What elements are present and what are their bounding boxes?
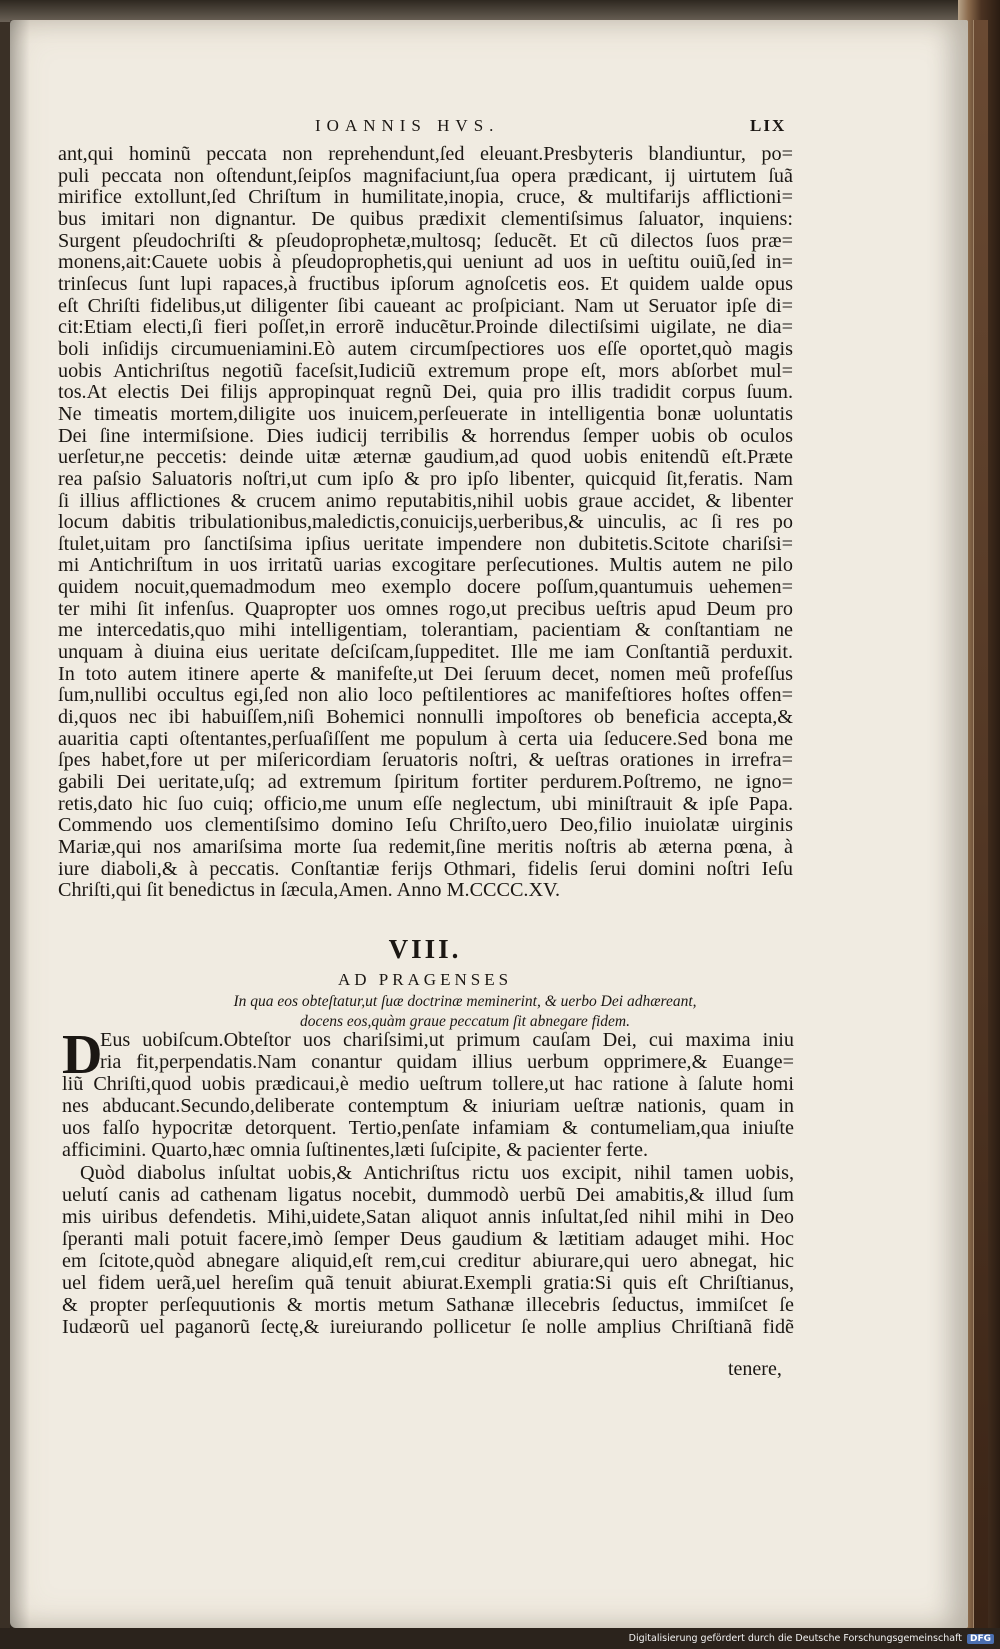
letter-summary-line1: In qua eos obteſtatur,ut ſuæ doctrinæ meminerint, & uerbo Dei adhæreant,: [233, 993, 697, 1010]
text-line: ſpes habet,fore ut per miſericordiam ſeruatoris noſtri, & ueſtras orationes in irrefra=: [58, 750, 793, 772]
drop-capital: D: [62, 1024, 103, 1086]
text-line: ria fit,perpendatis.Nam conantur quidam illius uerbum opprimere,& Euange=: [100, 1051, 794, 1074]
text-line: quidem nocuit,quemadmodum meo exemplo docere poſſum,quantumuis uehemen=: [58, 577, 793, 599]
text-line: uobis Antichriſtus negotiũ faceſsit,Iudiciũ extremum prope eſt, mors abſorbet mul=: [58, 360, 793, 382]
letter-number: VIII.: [388, 934, 462, 964]
text-line: mi Antichriſtum in uos irritatũ uarias excogitare perſecutiones. Multis autem ne pilo: [58, 555, 793, 577]
letter-summary: [145, 992, 785, 1032]
text-line: retis,dato hic ſuo cuiq; officio,me unum eſſe neglectum, ubi miniſtrauit & ipſe Papa.: [58, 793, 793, 815]
catchword: tenere,: [728, 1358, 782, 1380]
text-line: gabili Dei ueritate,uſq; ad extremum ſpiritum fortiter perdurem.Poſtremo, ne igno=: [58, 772, 793, 794]
text-line: puli peccata non oſtendunt,ſeipſos magnifaciunt,ſua opera prædicant, ij uirtutem ſuã: [58, 165, 793, 187]
text-line: ſum,nullibi occultus egi,ſed non alio loco peſtilentiores ac manifeſtiores hoſtes offen=: [58, 685, 793, 707]
text-line: Dei ſine intermiſsione. Dies iudicij terribilis & horrendus ſemper uobis ob oculos: [58, 425, 793, 447]
text-line: eſt Chriſti fidelibus,ut diligenter ſibi caueant ac proſpiciant. Nam ut Seruator ipſe di=: [58, 295, 793, 317]
letter-viii-body: [62, 1024, 794, 1339]
text-line: auaritia capti oſtentantes,perſuaſiſſent me populum à certa uia ſeducere.Sed bona me: [58, 728, 793, 750]
text-line: afficimini. Quarto,hæc omnia ſuſtinentes,læti ſuſcipite, & pacienter ferte.: [62, 1139, 649, 1162]
text-line: ſperanti mali potuit facere,imò ſemper Deus gaudium & lætitiam adauget mihi. Hoc: [62, 1227, 794, 1250]
text-line: ant,qui hominũ peccata non reprehendunt,ſed eleuant.Presbyteris blandiuntur, po=: [58, 144, 793, 165]
text-line: mirifice extollunt,ſed Chriſtum in humilitate,inopia, cruce, & multifarijs afflictioni=: [58, 187, 793, 209]
folio-number: LIX: [750, 116, 787, 135]
text-line: trinſecus ſunt lupi rapaces,à fructibus ipſorum agnoſcetis eos. Et quidem ualde opus: [58, 273, 793, 295]
text-line: bus imitari non dignantur. De quibus prædixit clementiſsimus ſaluator, inquiens:: [58, 208, 793, 230]
running-head-title: IOANNIS HVS.: [315, 116, 500, 135]
text-line: ſi illius afflictiones & crucem animo reputabitis,nihil uobis graue accidet, & libenter: [58, 490, 793, 512]
text-line: uos falſo hypocritæ detorquent. Tertio,penſate infamiam & contumeliam,qua iniuſte: [62, 1117, 794, 1140]
text-line: In toto autem itinere aperte & manifeſte,ut Dei ſeruum decet, nomen meũ profeſſus: [58, 663, 793, 685]
credit-text: Digitalisierung gefördert durch die Deutsche Forschungsgemeinschaft: [628, 1633, 962, 1644]
text-line: uel fidem uerã,uel hereſim quã tenuit abiurat.Exempli gratia:Si quis eſt Chriſtianus,: [62, 1272, 794, 1295]
gutter-shadow: [10, 20, 30, 1628]
text-line: ter mihi ſit infenſus. Quapropter uos omnes rogo,ut precibus ueſtris apud Deum pro: [58, 598, 793, 620]
running-head: [10, 116, 968, 146]
text-line: uelutí canis ad cathenam ligatus nocebit, dummodò uerbũ Dei amabitis,& illud ſum: [62, 1183, 794, 1206]
scan-background-top: [0, 0, 1000, 22]
text-line: me intercedatis,quo mihi intelligentiam, tolerantiam, pacientiam & conſtantiam ne: [58, 620, 793, 642]
text-line: di,quos nec ibi habuiſſem,niſi Bohemici nonnulli impoſtores ob beneficia accepta,&: [58, 707, 793, 729]
text-line: Eus uobiſcum.Obteſtor uos chariſsimi,ut primum cauſam Dei, cui maxima iniu: [100, 1029, 794, 1051]
text-line: tos.At electis Dei filijs appropinquat regnũ Dei, quia pro illis tradidit corpus ſuum.: [58, 382, 793, 404]
text-line: em ſcitote,quòd abnegare aliquid,eſt rem,cui creditur abiurare,qui uero abnegat, hic: [62, 1249, 794, 1272]
text-line: Quòd diabolus inſultat uobis,& Antichriſtus rictu uos excipit, nihil tamen uobis,: [80, 1161, 794, 1184]
text-line: rea paſsio Saluatoris noſtri,ut cum ipſo & pro ipſo libenter, quicquid ſit,feratis. Nam: [58, 468, 793, 490]
text-line: uerſetur,ne peccetis: deinde uitæ æternæ gaudium,ad quod uobis enitendũ eſt.Præte: [58, 447, 793, 469]
text-line: Commendo uos clementiſsimo domino Ieſu Chriſto,uero Deo,filio inuiolatæ uirginis: [58, 815, 793, 837]
text-line: cit:Etiam electi,ſi fieri poſſet,in errorẽ inducẽtur.Proinde dilectiſsimi uigilate, ne dia=: [58, 317, 793, 339]
text-line: locum dabitis tribulationibus,maledictis,conuicijs,uerberibus,& uinculis, ac ſi res po: [58, 512, 793, 534]
letter-summary-line2: docens eos,quàm graue peccatum ſit abnegare fidem.: [299, 1013, 631, 1030]
dfg-logo: DFG: [967, 1634, 994, 1644]
digitization-credit: [629, 1633, 994, 1644]
text-line: & propter perſequutionis & mortis metum Sathanæ illecebris ſeductus, immiſcet ſe: [62, 1294, 794, 1317]
text-line: mis uiribus defendetis. Mihi,uidete,Satan aliquot annis inſultat,ſed nihil mihi in Deo: [62, 1205, 794, 1228]
text-line: ſtulet,uitam pro ſanctiſsima ipſius ueritate impendere non dubitetis.Scitote chariſsi=: [58, 533, 793, 555]
text-line: boli inſidijs circumueniamini.Eò autem circumſpectiores uos eſſe oportet,quò magis: [58, 338, 793, 360]
text-line: liũ Chriſti,quod uobis prædicaui,è medio ueſtrum tollere,ut hac ratione à ſalute homi: [62, 1073, 794, 1096]
letter-vii-continuation: [58, 144, 793, 902]
letter-title: AD PRAGENSES: [337, 970, 513, 989]
text-line: Chriſti,qui ſit benedictus in ſæcula,Amen. Anno M.CCCC.XV.: [58, 880, 561, 902]
text-line: monens,ait:Cauete uobis à pſeudoprophetis,qui ueniunt ad uos in ueſtitu ouiũ,ſed in=: [58, 252, 793, 274]
text-line: Iudæorũ uel paganorũ ſectę,& iureiurando pollicetur ſe nolle amplius Chriſtianã fidẽ: [62, 1316, 794, 1339]
text-line: Mariæ,qui nos amariſsima morte ſua redemit,ſine meritis noſtris ab æterna pœna, à: [58, 837, 793, 858]
book-page: [10, 20, 968, 1628]
text-line: nes abducant.Secundo,deliberate contemptum & iniuriam ueſtræ nationis, quam in: [62, 1095, 794, 1118]
text-line: Surgent pſeudochriſti & pſeudoprophetæ,multosq; ſeducẽt. Et cũ dilectos ſuos præ=: [58, 230, 793, 252]
text-line: unquam à diuina eius ueritate deſciſcam,ſuppeditet. Ille me iam Conſtantiã perduxit.: [58, 642, 793, 664]
text-line: Ne timeatis mortem,diligite uos inuicem,perſeuerate in intelligentia bonæ uoluntatis: [58, 403, 793, 425]
text-line: iure diaboli,& à peccatis. Conſtantiæ ferijs Othmari, fidelis ſerui domini noſtri Ieſu: [58, 858, 793, 880]
spine-edge: [973, 20, 988, 1630]
